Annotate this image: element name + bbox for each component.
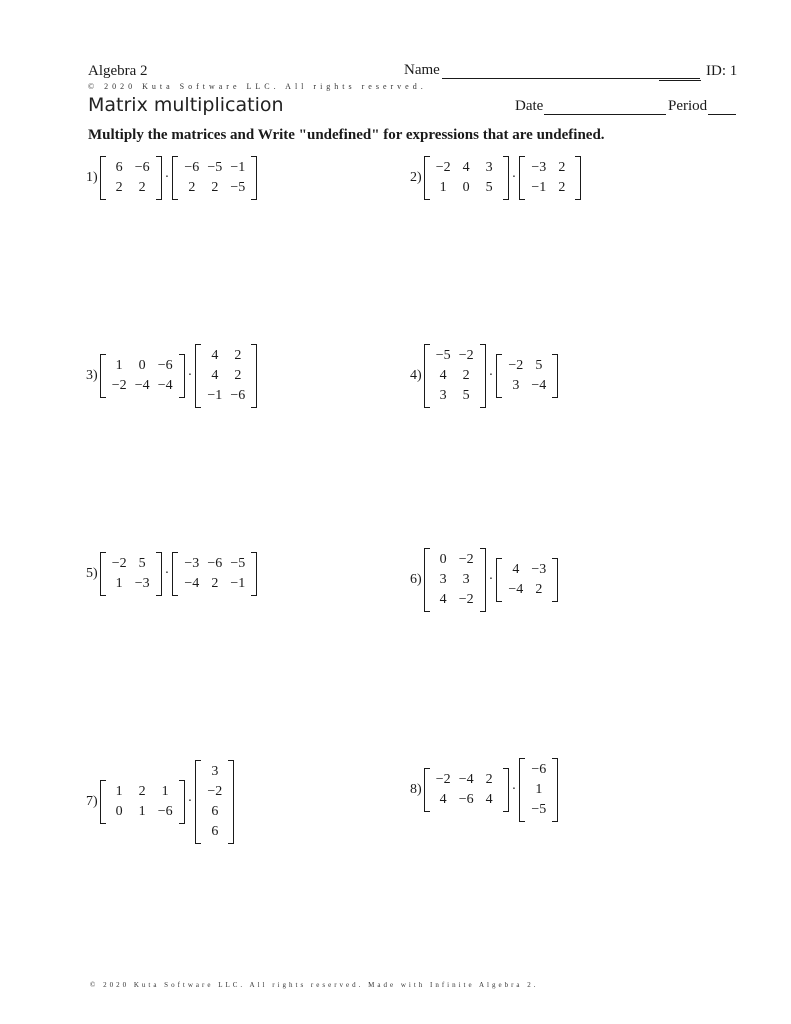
matrix-row — [108, 376, 177, 396]
matrix-row — [108, 178, 154, 198]
problem-number: 3) — [86, 368, 98, 383]
matrix-row — [432, 590, 478, 610]
matrix-entry: 4 — [485, 792, 493, 807]
matrix-entry: 2 — [115, 180, 123, 195]
matrix-entry: 4 — [439, 592, 447, 607]
matrix-entry: 6 — [115, 160, 123, 175]
copyright-notice: © 2020 Kuta Software LLC. All rights reserved. — [88, 82, 427, 91]
name-label: Name — [404, 62, 440, 78]
matrix-row — [527, 158, 573, 178]
matrix-entry: −2 — [207, 784, 223, 799]
period-blank[interactable] — [708, 99, 736, 115]
matrix-right — [519, 156, 581, 200]
matrix-right — [496, 354, 558, 398]
date-field — [515, 98, 666, 115]
matrix-entry: 4 — [439, 792, 447, 807]
matrix-entry: 2 — [188, 180, 196, 195]
matrix-entry: −4 — [531, 378, 547, 393]
matrix-row — [432, 550, 478, 570]
problem-number: 1) — [86, 170, 98, 185]
matrix-entry: −1 — [207, 388, 223, 403]
matrix-left — [424, 548, 486, 612]
matrix-left — [424, 344, 486, 408]
matrix-row — [108, 356, 177, 376]
problem-number: 6) — [410, 572, 422, 587]
problem-number: 2) — [410, 170, 422, 185]
matrix-entry: −5 — [531, 802, 547, 817]
matrix-row — [504, 560, 550, 580]
matrix-left — [100, 552, 162, 596]
matrix-entry: 2 — [535, 582, 543, 597]
matrix-entry: −2 — [458, 552, 474, 567]
matrix-row — [527, 178, 573, 198]
matrix-row — [432, 790, 501, 810]
matrix-entry: −6 — [207, 556, 223, 571]
matrix-entry: 0 — [439, 552, 447, 567]
matrix-row — [203, 782, 226, 802]
matrix-row — [432, 158, 501, 178]
problem-7 — [86, 760, 234, 844]
matrix-entry: 4 — [439, 368, 447, 383]
matrix-entry: −5 — [230, 180, 246, 195]
matrix-entry: 0 — [462, 180, 470, 195]
matrix-entry: 2 — [234, 368, 242, 383]
matrix-entry: −3 — [184, 556, 200, 571]
matrix-right — [195, 344, 257, 408]
problem-3 — [86, 344, 257, 408]
matrix-entry: −1 — [531, 180, 547, 195]
matrix-row — [203, 386, 249, 406]
matrix-row — [203, 802, 226, 822]
footer-copyright: © 2020 Kuta Software LLC. All rights reserved. Made with Infinite Algebra 2. — [90, 981, 539, 989]
matrix-row — [108, 782, 177, 802]
instructions: Multiply the matrices and Write "undefined" for expressions that are undefined. — [88, 127, 605, 143]
matrix-entry: 5 — [462, 388, 470, 403]
matrix-entry: 2 — [462, 368, 470, 383]
matrix-entry: 2 — [211, 576, 219, 591]
matrix-entry: −2 — [508, 358, 524, 373]
matrix-right — [496, 558, 558, 602]
matrix-entry: −2 — [435, 160, 451, 175]
matrix-entry: −6 — [157, 804, 173, 819]
matrix-row — [504, 376, 550, 396]
multiply-dot: · — [164, 170, 170, 185]
problem-number: 8) — [410, 782, 422, 797]
matrix-entry: −4 — [184, 576, 200, 591]
matrix-entry: 2 — [485, 772, 493, 787]
matrix-entry: 3 — [439, 388, 447, 403]
matrix-entry: 4 — [512, 562, 520, 577]
matrix-right — [195, 760, 234, 844]
problem-8 — [410, 758, 558, 822]
problem-1 — [86, 156, 257, 200]
matrix-entry: 0 — [138, 358, 146, 373]
matrix-entry: −2 — [458, 348, 474, 363]
matrix-entry: 0 — [115, 804, 123, 819]
matrix-row — [203, 762, 226, 782]
matrix-row — [203, 366, 249, 386]
matrix-entry: −3 — [134, 576, 150, 591]
matrix-entry: 2 — [211, 180, 219, 195]
matrix-entry: 1 — [115, 784, 123, 799]
matrix-row — [527, 800, 550, 820]
matrix-entry: 2 — [138, 180, 146, 195]
matrix-entry: 5 — [138, 556, 146, 571]
matrix-left — [100, 780, 185, 824]
matrix-entry: −1 — [230, 160, 246, 175]
problem-4 — [410, 344, 558, 408]
matrix-row — [432, 570, 478, 590]
matrix-row — [504, 356, 550, 376]
matrix-entry: 3 — [485, 160, 493, 175]
matrix-entry: 5 — [535, 358, 543, 373]
date-label: Date — [515, 98, 544, 114]
problem-5 — [86, 552, 257, 596]
multiply-dot: · — [488, 368, 494, 383]
multiply-dot: · — [164, 566, 170, 581]
multiply-dot: · — [488, 572, 494, 587]
matrix-left — [424, 156, 509, 200]
matrix-row — [108, 574, 154, 594]
matrix-entry: −6 — [157, 358, 173, 373]
matrix-entry: −5 — [435, 348, 451, 363]
matrix-entry: −4 — [157, 378, 173, 393]
matrix-row — [180, 158, 249, 178]
name-field — [404, 62, 700, 79]
matrix-right — [519, 758, 558, 822]
matrix-entry: −6 — [134, 160, 150, 175]
period-label: Period — [668, 98, 708, 114]
matrix-entry: 4 — [211, 368, 219, 383]
matrix-entry: 1 — [439, 180, 447, 195]
matrix-left — [100, 354, 185, 398]
matrix-entry: −4 — [134, 378, 150, 393]
multiply-dot: · — [511, 782, 517, 797]
matrix-entry: −2 — [111, 556, 127, 571]
problem-6 — [410, 548, 558, 612]
matrix-entry: 2 — [138, 784, 146, 799]
matrix-left — [100, 156, 162, 200]
matrix-row — [203, 346, 249, 366]
matrix-right — [172, 552, 257, 596]
matrix-entry: −4 — [458, 772, 474, 787]
matrix-entry: 5 — [485, 180, 493, 195]
matrix-row — [432, 366, 478, 386]
multiply-dot: · — [187, 368, 193, 383]
matrix-row — [432, 770, 501, 790]
multiply-dot: · — [187, 794, 193, 809]
matrix-row — [180, 574, 249, 594]
period-field — [668, 98, 736, 115]
matrix-row — [504, 580, 550, 600]
matrix-entry: 1 — [115, 576, 123, 591]
matrix-row — [108, 802, 177, 822]
matrix-entry: 1 — [138, 804, 146, 819]
id-underline — [659, 80, 701, 81]
matrix-entry: −6 — [458, 792, 474, 807]
matrix-row — [108, 554, 154, 574]
matrix-entry: 6 — [211, 824, 219, 839]
matrix-entry: −2 — [111, 378, 127, 393]
matrix-entry: −2 — [435, 772, 451, 787]
matrix-entry: −1 — [230, 576, 246, 591]
matrix-entry: 1 — [161, 784, 169, 799]
matrix-row — [180, 178, 249, 198]
matrix-row — [432, 386, 478, 406]
matrix-entry: 1 — [115, 358, 123, 373]
matrix-entry: −4 — [508, 582, 524, 597]
multiply-dot: · — [511, 170, 517, 185]
matrix-entry: −3 — [531, 562, 547, 577]
matrix-entry: −6 — [184, 160, 200, 175]
matrix-entry: 4 — [211, 348, 219, 363]
id-label: ID: 1 — [706, 63, 738, 79]
matrix-entry: 4 — [462, 160, 470, 175]
course-name: Algebra 2 — [88, 63, 148, 79]
problem-number: 7) — [86, 794, 98, 809]
matrix-entry: −3 — [531, 160, 547, 175]
matrix-row — [432, 178, 501, 198]
matrix-entry: −6 — [230, 388, 246, 403]
matrix-row — [527, 780, 550, 800]
matrix-row — [108, 158, 154, 178]
matrix-row — [527, 760, 550, 780]
matrix-right — [172, 156, 257, 200]
matrix-row — [203, 822, 226, 842]
matrix-entry: 3 — [439, 572, 447, 587]
problem-2 — [410, 156, 581, 200]
matrix-entry: 3 — [512, 378, 520, 393]
matrix-entry: 1 — [535, 782, 543, 797]
matrix-entry: −5 — [207, 160, 223, 175]
name-blank[interactable] — [442, 63, 700, 79]
worksheet-title: Matrix multiplication — [88, 94, 284, 116]
date-blank[interactable] — [544, 99, 666, 115]
matrix-row — [432, 346, 478, 366]
matrix-entry: 3 — [211, 764, 219, 779]
matrix-row — [180, 554, 249, 574]
matrix-entry: 2 — [558, 160, 566, 175]
problem-number: 5) — [86, 566, 98, 581]
matrix-left — [424, 768, 509, 812]
matrix-entry: 2 — [234, 348, 242, 363]
matrix-entry: 2 — [558, 180, 566, 195]
matrix-entry: −5 — [230, 556, 246, 571]
matrix-entry: −6 — [531, 762, 547, 777]
matrix-entry: 6 — [211, 804, 219, 819]
problem-number: 4) — [410, 368, 422, 383]
matrix-entry: 3 — [462, 572, 470, 587]
matrix-entry: −2 — [458, 592, 474, 607]
